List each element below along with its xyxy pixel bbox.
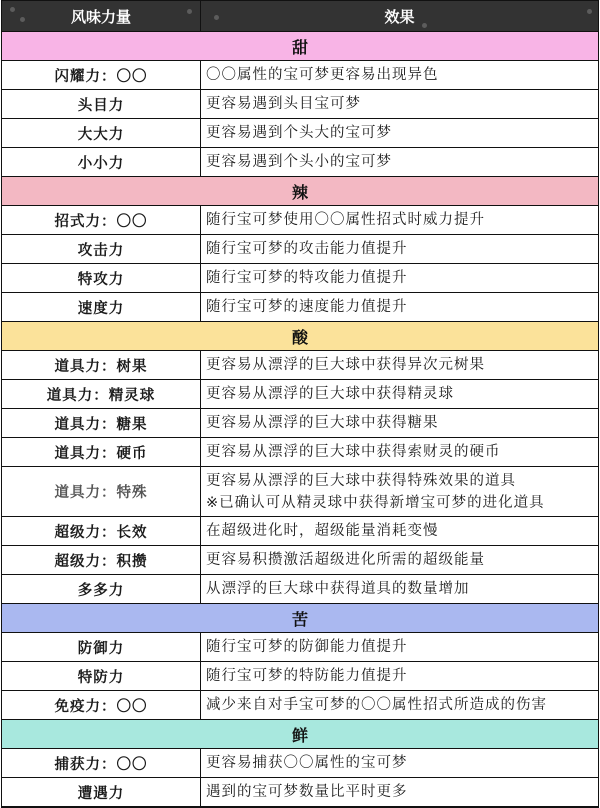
effect-text: 更容易遇到个头大的宝可梦 [206,125,392,141]
effect-text: 遇到的宝可梦数量比平时更多 [206,784,408,800]
effect-text: 随行宝可梦的特防能力值提升 [206,668,408,684]
table-row [2,350,598,379]
effect-text: 随行宝可梦的防御能力值提升 [206,639,408,655]
effect-text: 更容易从漂浮的巨大球中获得特殊效果的道具 [206,472,516,489]
power-name: 特防力 [2,662,201,690]
table-row [2,205,598,234]
table-row [2,234,598,263]
effect-text: 〇〇属性的宝可梦更容易出现异色 [206,67,439,83]
table-row [2,408,598,437]
power-name: 攻击力 [2,235,201,263]
table-row [2,690,598,719]
table-row [2,545,598,574]
power-name: 道具力：硬币 [2,438,201,466]
effect-note: ※已确认可从精灵球中获得新增宝可梦的进化道具 [206,494,545,511]
effect-text: 更容易从漂浮的巨大球中获得索财灵的硬币 [206,444,501,460]
section-fresh: 鲜 [2,719,598,748]
table-row [2,466,598,516]
effect-text: 更容易遇到头目宝可梦 [206,96,361,112]
table-row [2,516,598,545]
header-flavor-power: 风味力量 [2,1,201,31]
power-name: 道具力：树果 [2,351,201,379]
power-name: 道具力：糖果 [2,409,201,437]
effect-text: 随行宝可梦的特攻能力值提升 [206,270,408,286]
table-row [2,661,598,690]
power-name: 头目力 [2,90,201,118]
table-row [2,748,598,777]
table-row [2,60,598,89]
power-name: 超级力：积攒 [2,546,201,574]
effect-text: 减少来自对手宝可梦的〇〇属性招式所造成的伤害 [206,697,547,713]
power-name: 捕获力：〇〇 [2,749,201,777]
table-row [2,89,598,118]
table-header [2,1,598,31]
power-name: 闪耀力：〇〇 [2,61,201,89]
decorative-dot [587,9,592,14]
effect-text: 更容易遇到个头小的宝可梦 [206,154,392,170]
power-name: 大大力 [2,119,201,147]
decorative-dot [422,23,427,28]
decorative-dot [10,7,15,12]
section-sour: 酸 [2,321,598,350]
table-row [2,379,598,408]
power-name: 超级力：长效 [2,517,201,545]
table-row [2,437,598,466]
power-name: 道具力：精灵球 [2,380,201,408]
power-name: 道具力：特殊 [2,467,201,516]
power-name: 遭遇力 [2,778,201,806]
section-spicy: 辣 [2,176,598,205]
table-row [2,632,598,661]
table-row [2,574,598,603]
effect-text: 随行宝可梦的速度能力值提升 [206,299,408,315]
power-name: 免疫力：〇〇 [2,691,201,719]
table-row [2,118,598,147]
effect-text: 从漂浮的巨大球中获得道具的数量增加 [206,581,470,597]
section-sweet: 甜 [2,31,598,60]
decorative-dot [20,17,25,22]
effect-text: 随行宝可梦使用〇〇属性招式时威力提升 [206,212,485,228]
flavor-power-table [1,0,599,808]
decorative-dot [214,15,219,20]
table-row [2,263,598,292]
section-bitter: 苦 [2,603,598,632]
effect-text: 更容易从漂浮的巨大球中获得精灵球 [206,386,454,402]
power-name: 多多力 [2,575,201,603]
decorative-dot [187,9,192,14]
header-effect: 效果 [384,7,415,26]
effect-text: 更容易从漂浮的巨大球中获得糖果 [206,415,439,431]
power-name: 招式力：〇〇 [2,206,201,234]
table-row [2,147,598,176]
power-name: 小小力 [2,148,201,176]
effect-text: 更容易捕获〇〇属性的宝可梦 [206,755,408,771]
effect-text: 在超级进化时，超级能量消耗变慢 [206,523,439,539]
power-name: 防御力 [2,633,201,661]
effect-text: 更容易从漂浮的巨大球中获得异次元树果 [206,357,485,373]
table-row [2,292,598,321]
table-row [2,777,598,806]
effect-text: 更容易积攒激活超级进化所需的超级能量 [206,552,485,568]
power-name: 特攻力 [2,264,201,292]
effect-text: 随行宝可梦的攻击能力值提升 [206,241,408,257]
power-name: 速度力 [2,293,201,321]
